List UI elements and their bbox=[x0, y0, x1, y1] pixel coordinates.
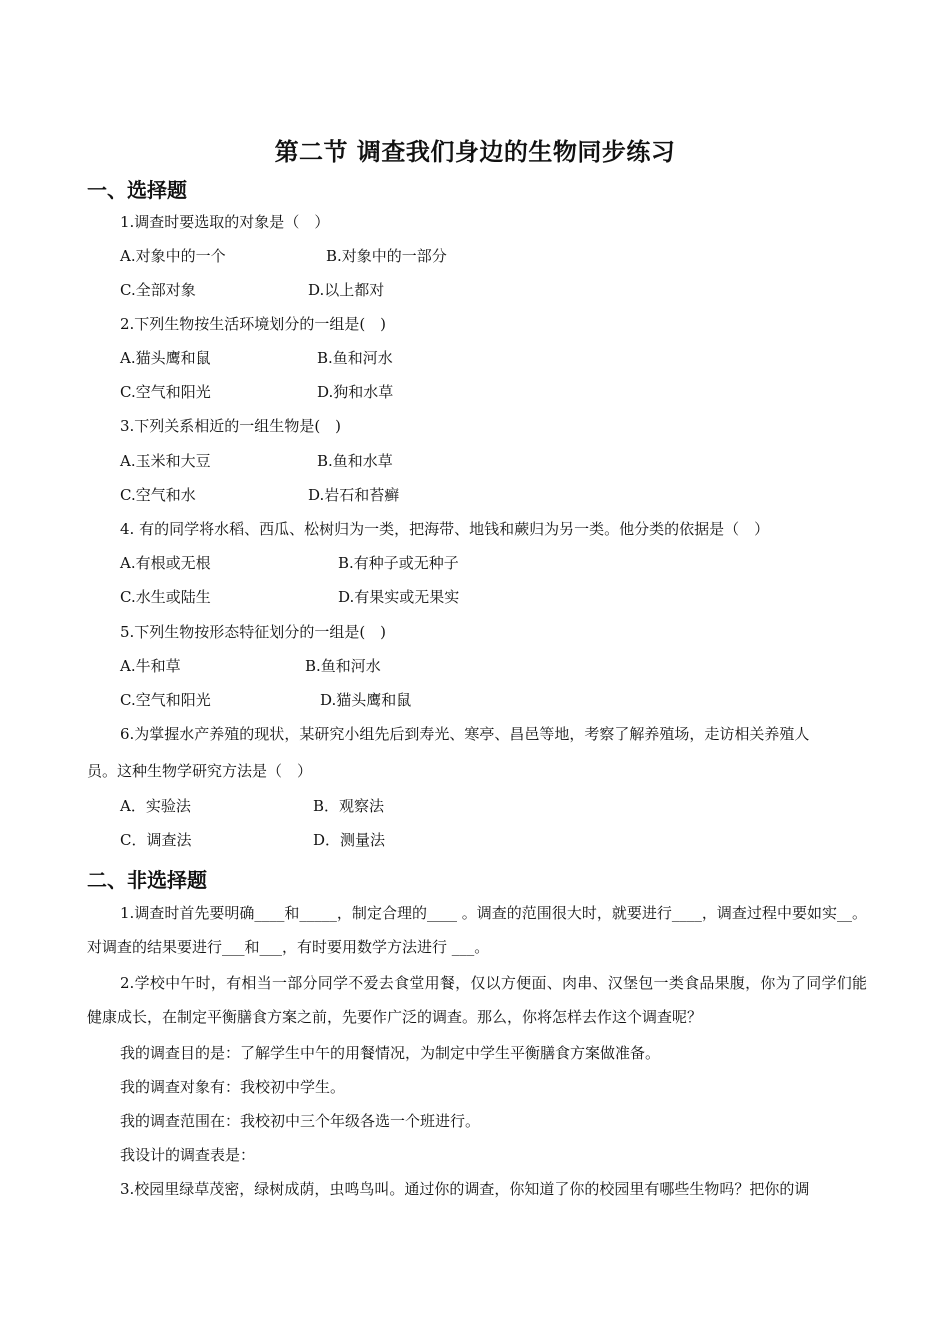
option-2b: B.鱼和河水 bbox=[317, 349, 393, 367]
question-1: 1.调查时要选取的对象是（ ） bbox=[120, 213, 330, 231]
option-4d: D.有果实或无果实 bbox=[338, 588, 460, 606]
option-3a: A.玉米和大豆 bbox=[120, 452, 211, 470]
question-3: 3.下列关系相近的一组生物是( ) bbox=[120, 417, 342, 435]
section-heading-multiple-choice: 一、选择题 bbox=[87, 178, 187, 202]
option-5d: D.猫头鹰和鼠 bbox=[320, 691, 412, 709]
survey-scope: 我的调查范围在：我校初中三个年级各选一个班进行。 bbox=[120, 1112, 481, 1130]
non-mc-question-2: 2.学校中午时，有相当一部分同学不爱去食堂用餐，仅以方便面、肉串、汉堡包一类食品果腹，你为了同学们能健康成长，在制定平衡膳食方案之前，先要作广泛的调查。那么，你将怎样去作这个调查呢？ bbox=[87, 974, 867, 1026]
option-1d: D.以上都对 bbox=[308, 281, 385, 299]
section-heading-non-multiple-choice: 二、非选择题 bbox=[87, 868, 207, 892]
option-4c: C.水生或陆生 bbox=[120, 588, 211, 606]
question-4: 4. 有的同学将水稻、西瓜、松树归为一类，把海带、地钱和蕨归为另一类。他分类的依据是（ ） bbox=[120, 520, 770, 538]
survey-object: 我的调查对象有：我校初中学生。 bbox=[120, 1078, 346, 1096]
option-2d: D.狗和水草 bbox=[317, 383, 394, 401]
question-5: 5.下列生物按形态特征划分的一组是( ) bbox=[120, 623, 387, 641]
option-6c: C．调查法 bbox=[120, 831, 192, 849]
option-5c: C.空气和阳光 bbox=[120, 691, 211, 709]
survey-table-label: 我设计的调查表是： bbox=[120, 1146, 256, 1164]
option-1a: A.对象中的一个 bbox=[120, 247, 226, 265]
option-2c: C.空气和阳光 bbox=[120, 383, 211, 401]
option-3b: B.鱼和水草 bbox=[317, 452, 393, 470]
option-2a: A.猫头鹰和鼠 bbox=[120, 349, 211, 367]
option-5b: B.鱼和河水 bbox=[305, 657, 381, 675]
option-6a: A．实验法 bbox=[120, 797, 191, 815]
option-3d: D.岩石和苔癣 bbox=[308, 486, 400, 504]
option-5a: A.牛和草 bbox=[120, 657, 181, 675]
question-6-line-1: 6.为掌握水产养殖的现状，某研究小组先后到寿光、寒亭、昌邑等地，考察了解养殖场，走访相关养殖人 bbox=[120, 725, 810, 743]
question-2: 2.下列生物按生活环境划分的一组是( ) bbox=[120, 315, 387, 333]
option-3c: C.空气和水 bbox=[120, 486, 196, 504]
option-1c: C.全部对象 bbox=[120, 281, 196, 299]
non-mc-question-1: 1.调查时首先要明确____和_____，制定合理的____ 。调查的范围很大时，就要进行____，调查过程中要如实__。对调查的结果要进行___和___，有时要用数学方法进行 ___。 bbox=[87, 904, 867, 956]
option-4b: B.有种子或无种子 bbox=[338, 554, 459, 572]
option-1b: B.对象中的一部分 bbox=[326, 247, 447, 265]
option-6b: B．观察法 bbox=[313, 797, 385, 815]
non-mc-question-3: 3.校园里绿草茂密，绿树成荫，虫鸣鸟叫。通过你的调查，你知道了你的校园里有哪些生物吗？把你的调 bbox=[120, 1180, 810, 1198]
page-title: 第二节 调查我们身边的生物同步练习 bbox=[274, 138, 676, 166]
survey-goal: 我的调查目的是：了解学生中午的用餐情况，为制定中学生平衡膳食方案做准备。 bbox=[120, 1044, 661, 1062]
option-6d: D．测量法 bbox=[313, 831, 386, 849]
question-6-line-2: 员。这种生物学研究方法是（ ） bbox=[87, 762, 313, 780]
option-4a: A.有根或无根 bbox=[120, 554, 211, 572]
